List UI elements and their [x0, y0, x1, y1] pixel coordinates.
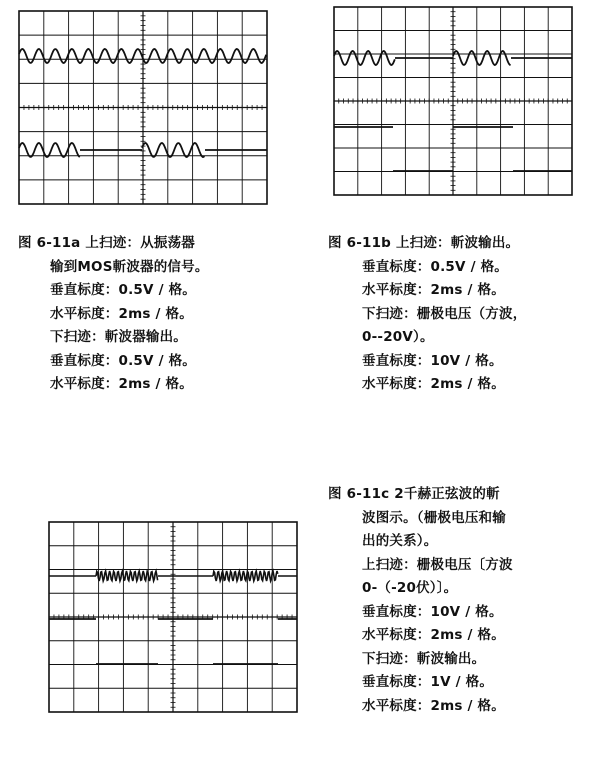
caption-line: 水平标度：2ms / 格。 [362, 282, 505, 298]
caption-line: 图 6-11c 2千赫正弦波的斬 [328, 486, 500, 502]
oscilloscope-screen-a [18, 10, 268, 205]
graticule-grid [334, 7, 572, 195]
caption-line: 下扫迹：斬波输出。 [362, 650, 486, 667]
caption-line: 上扫迹：栅极电压〔方波 [362, 556, 513, 573]
figure-caption-b [328, 232, 526, 397]
caption-line: 水平标度：2ms / 格。 [362, 697, 505, 714]
caption-line: 垂直标度：10V / 格。 [362, 352, 503, 369]
caption-line: 垂直标度：0.5V / 格。 [50, 352, 196, 369]
oscilloscope-screen-c [48, 521, 298, 713]
caption-line: 波图示。（栅极电压和输 [362, 509, 506, 526]
caption-line: 垂直标度：10V / 格。 [362, 603, 503, 620]
caption-line: 出的关系）。 [362, 533, 438, 549]
caption-line: 下扫迹：栅极电压（方波， [362, 305, 527, 322]
figure-caption-a [18, 232, 209, 397]
caption-line: 输到MOS斬波器的信号。 [50, 258, 209, 275]
caption-line: 0--20V）。 [362, 329, 434, 345]
caption-line: 图 6-11b 上扫迹：斬波输出。 [328, 235, 520, 251]
caption-line: 水平标度：2ms / 格。 [50, 305, 193, 322]
oscilloscope-screen-b [333, 6, 573, 196]
caption-line: 0-（-20伏）〕。 [362, 580, 458, 596]
caption-line: 垂直标度：0.5V / 格。 [362, 258, 508, 275]
graticule-grid [19, 11, 267, 204]
caption-line: 下扫迹：斬波器输出。 [50, 329, 187, 345]
caption-line: 垂直标度：1V / 格。 [362, 674, 494, 690]
caption-line: 水平标度：2ms / 格。 [362, 627, 505, 643]
figure-caption-c [328, 483, 513, 718]
caption-line: 图 6-11a 上扫迹：从振荡器 [18, 235, 195, 251]
caption-line: 水平标度：2ms / 格。 [50, 376, 193, 392]
caption-line: 垂直标度：0.5V / 格。 [50, 282, 196, 298]
graticule-grid [49, 522, 297, 712]
caption-line: 水平标度：2ms / 格。 [362, 376, 505, 392]
